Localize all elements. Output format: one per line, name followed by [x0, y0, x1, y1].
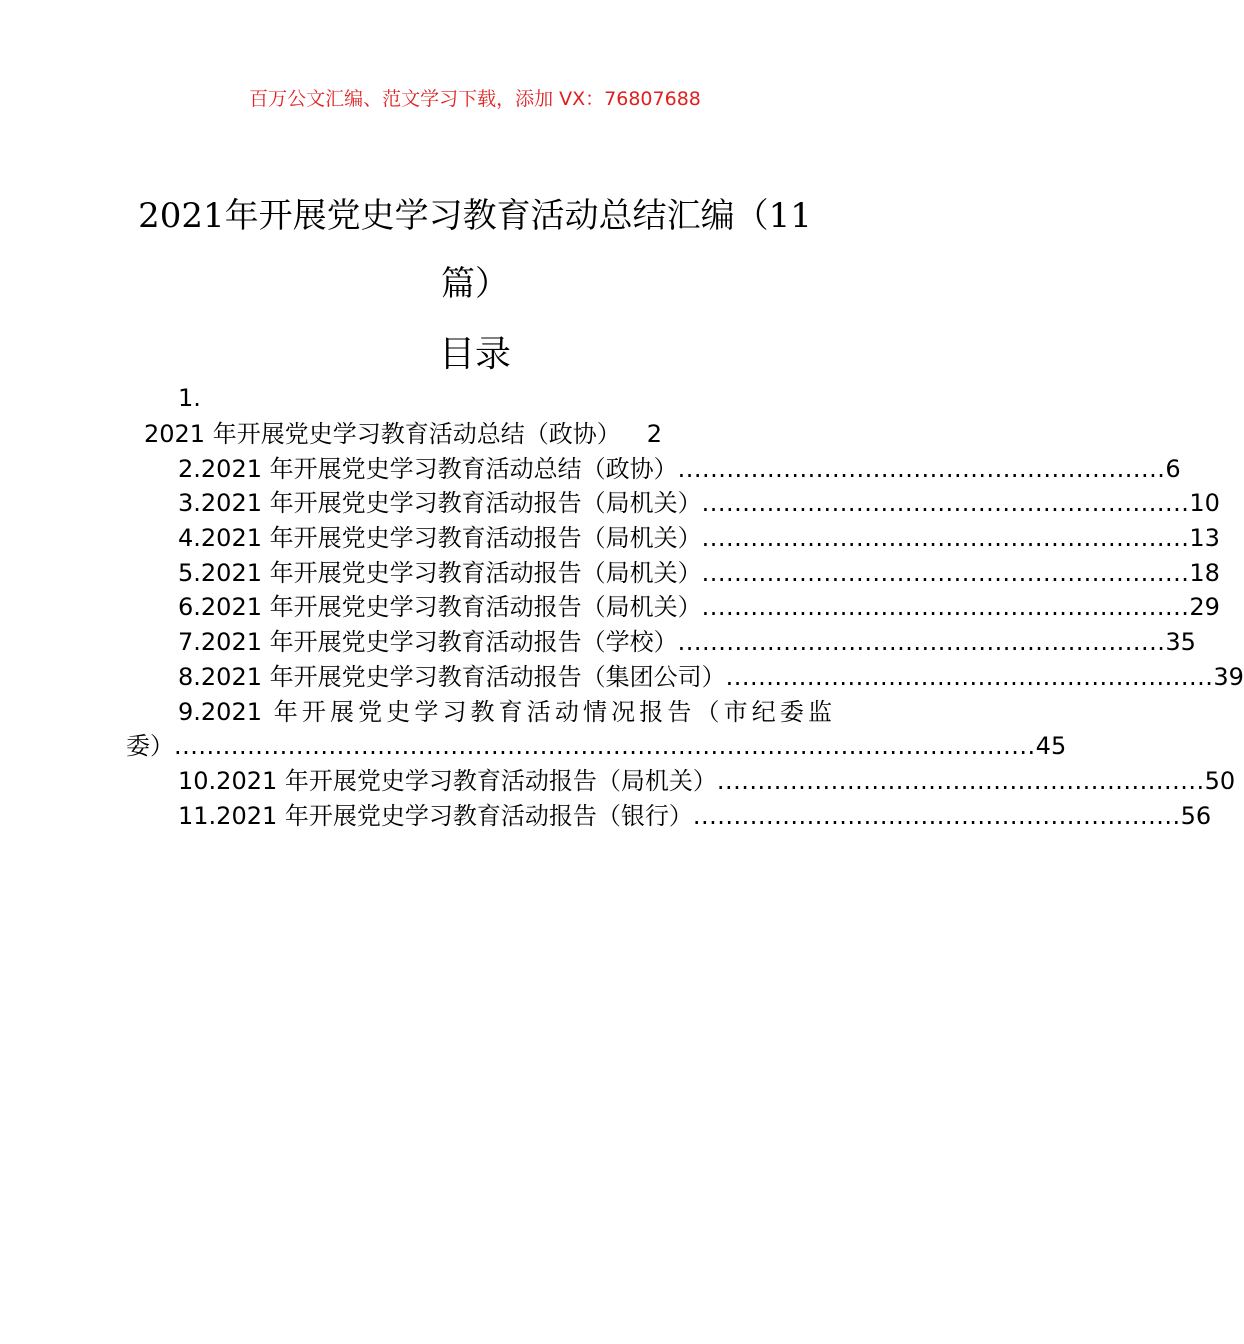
toc-item-page: 45	[1035, 732, 1067, 760]
toc-item-page: 56	[1180, 802, 1212, 830]
toc-leader-dots: ............................................................	[701, 524, 1190, 552]
toc-item-9-line-2[interactable]	[126, 729, 1067, 763]
toc-item-page: 13	[1189, 524, 1220, 552]
toc-item-page: 10	[1189, 489, 1220, 517]
toc-item-page: 6	[1165, 455, 1181, 483]
toc-item-page: 18	[1189, 559, 1220, 587]
toc-item-11[interactable]	[178, 799, 1212, 833]
toc-heading: 目录	[438, 334, 511, 375]
toc-leader-dots: ............................................................	[677, 455, 1166, 483]
toc-item-6[interactable]	[178, 590, 1220, 624]
toc-item-text: 5.2021 年开展党史学习教育活动报告（局机关）	[178, 559, 702, 587]
toc-item-8[interactable]	[178, 660, 1244, 694]
toc-item-text: 10.2021 年开展党史学习教育活动报告（局机关）	[178, 767, 717, 795]
toc-leader-dots: ............................................................	[701, 559, 1190, 587]
toc-item-text: 8.2021 年开展党史学习教育活动报告（集团公司）	[178, 663, 726, 691]
toc-leader-dots: ............................................................	[701, 593, 1190, 621]
toc-leader-dots: ............................................................	[677, 628, 1166, 656]
toc-item-text: 3.2021 年开展党史学习教育活动报告（局机关）	[178, 489, 702, 517]
toc-item-text: 6.2021 年开展党史学习教育活动报告（局机关）	[178, 593, 702, 621]
toc-leader-dots: ............................................................	[701, 489, 1190, 517]
toc-leader-dots: ..........................................................................................................	[174, 732, 1036, 760]
toc-leader-dots: ............................................................	[716, 767, 1205, 795]
toc-item-2[interactable]	[178, 452, 1181, 486]
toc-item-9-line-1[interactable]: 9.2021 年开展党史学习教育活动情况报告（市纪委监	[178, 698, 832, 726]
toc-item-7[interactable]	[178, 625, 1196, 659]
toc-item-1-text: 2021 年开展党史学习教育活动总结（政协）	[144, 420, 621, 448]
toc-item-10[interactable]	[178, 764, 1236, 798]
toc-item-page: 29	[1189, 593, 1220, 621]
toc-item-page: 39	[1213, 663, 1244, 691]
toc-item-text: 4.2021 年开展党史学习教育活动报告（局机关）	[178, 524, 702, 552]
toc-item-5[interactable]	[178, 556, 1220, 590]
watermark-header: 百万公文汇编、范文学习下载，添加 VX：76807688	[249, 88, 701, 110]
toc-item-3[interactable]	[178, 486, 1220, 520]
toc-item-page: 35	[1165, 628, 1196, 656]
toc-item-text: 11.2021 年开展党史学习教育活动报告（银行）	[178, 802, 693, 830]
toc-item-1[interactable]	[144, 417, 662, 451]
toc-leader-dots: ............................................................	[725, 663, 1214, 691]
toc-item-text: 7.2021 年开展党史学习教育活动报告（学校）	[178, 628, 678, 656]
toc-leader-dots: ............................................................	[692, 802, 1181, 830]
toc-item-1-number[interactable]: 1.	[178, 384, 201, 412]
document-title-line-1	[0, 188, 950, 237]
toc-item-page: 50	[1204, 767, 1236, 795]
toc-item-1-page: 2	[646, 420, 662, 448]
title-year: 2021	[138, 196, 225, 236]
title-count: 11	[768, 196, 812, 236]
document-title-line-2: 篇）	[441, 264, 509, 304]
title-text: 年开展党史学习教育活动总结汇编（	[224, 196, 769, 236]
toc-item-text: 委）	[126, 732, 174, 760]
toc-item-text: 2.2021 年开展党史学习教育活动总结（政协）	[178, 455, 678, 483]
toc-item-4[interactable]	[178, 521, 1220, 555]
